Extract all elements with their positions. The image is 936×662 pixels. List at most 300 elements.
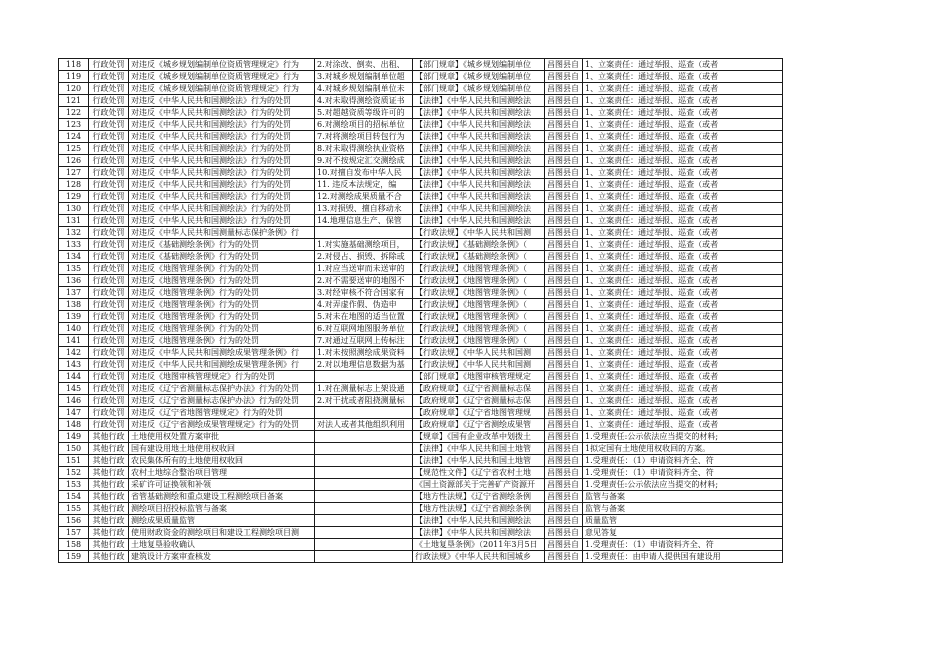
- legal-basis-cell[interactable]: 【规章】《国有企业改革中划拨土: [413, 431, 545, 443]
- sub-item-cell[interactable]: [315, 227, 413, 239]
- department-cell[interactable]: 昌图县自: [545, 395, 583, 407]
- sub-item-cell[interactable]: 1.对应当送审而未送审的: [315, 263, 413, 275]
- row-number-cell[interactable]: 149: [59, 431, 89, 443]
- sub-item-cell[interactable]: 10.对擅自发布中华人民: [315, 167, 413, 179]
- legal-basis-cell[interactable]: 【行政法规】《地图管理条例》（: [413, 299, 545, 311]
- row-number-cell[interactable]: 135: [59, 263, 89, 275]
- department-cell[interactable]: 昌图县自: [545, 347, 583, 359]
- row-number-cell[interactable]: 157: [59, 527, 89, 539]
- category-cell[interactable]: 行政处罚: [89, 275, 129, 287]
- department-cell[interactable]: 昌图县自: [545, 323, 583, 335]
- responsibility-cell[interactable]: 1、立案责任：通过举报、巡查（或者: [583, 83, 783, 95]
- item-name-cell[interactable]: 对违反《中华人民共和国测绘法》行为的处罚: [129, 155, 315, 167]
- item-name-cell[interactable]: 对违反《地图管理条例》行为的处罚: [129, 311, 315, 323]
- row-number-cell[interactable]: 159: [59, 551, 89, 563]
- responsibility-cell[interactable]: 监管与备案: [583, 491, 783, 503]
- item-name-cell[interactable]: 对违反《城乡规划编制单位资质管理规定》行为: [129, 83, 315, 95]
- sub-item-cell[interactable]: 8.对未取得测绘执业资格: [315, 143, 413, 155]
- department-cell[interactable]: 昌图县自: [545, 287, 583, 299]
- row-number-cell[interactable]: 151: [59, 455, 89, 467]
- sub-item-cell[interactable]: 14.地理信息生产、保管: [315, 215, 413, 227]
- row-number-cell[interactable]: 158: [59, 539, 89, 551]
- sub-item-cell[interactable]: 对法人或者其他组织利用: [315, 419, 413, 431]
- item-name-cell[interactable]: 建筑设计方案审查核发: [129, 551, 315, 563]
- category-cell[interactable]: 其他行政: [89, 431, 129, 443]
- row-number-cell[interactable]: 124: [59, 131, 89, 143]
- responsibility-cell[interactable]: 1.受理责任:公示依法应当提交的材料;: [583, 431, 783, 443]
- row-number-cell[interactable]: 122: [59, 107, 89, 119]
- category-cell[interactable]: 行政处罚: [89, 167, 129, 179]
- row-number-cell[interactable]: 137: [59, 287, 89, 299]
- category-cell[interactable]: 其他行政: [89, 455, 129, 467]
- legal-basis-cell[interactable]: 【行政法规】《地图管理条例》（: [413, 287, 545, 299]
- sub-item-cell[interactable]: 6.对测绘项目的招标单位: [315, 119, 413, 131]
- department-cell[interactable]: 昌图县自: [545, 83, 583, 95]
- category-cell[interactable]: 行政处罚: [89, 59, 129, 71]
- row-number-cell[interactable]: 126: [59, 155, 89, 167]
- legal-basis-cell[interactable]: 【法律】《中华人民共和国测绘法: [413, 179, 545, 191]
- legal-basis-cell[interactable]: 【法律】《中华人民共和国测绘法: [413, 215, 545, 227]
- department-cell[interactable]: 昌图县自: [545, 455, 583, 467]
- category-cell[interactable]: 行政处罚: [89, 299, 129, 311]
- legal-basis-cell[interactable]: 【法律】《中华人民共和国测绘法: [413, 143, 545, 155]
- category-cell[interactable]: 行政处罚: [89, 239, 129, 251]
- legal-basis-cell[interactable]: 【行政法规】《基础测绘条例》（: [413, 239, 545, 251]
- sub-item-cell[interactable]: [315, 371, 413, 383]
- category-cell[interactable]: 行政处罚: [89, 359, 129, 371]
- department-cell[interactable]: 昌图县自: [545, 191, 583, 203]
- responsibility-cell[interactable]: 1、立案责任：通过举报、巡查（或者: [583, 203, 783, 215]
- sub-item-cell[interactable]: [315, 443, 413, 455]
- category-cell[interactable]: 行政处罚: [89, 287, 129, 299]
- row-number-cell[interactable]: 128: [59, 179, 89, 191]
- sub-item-cell[interactable]: [315, 515, 413, 527]
- legal-basis-cell[interactable]: 【部门规章】《城乡规划编制单位: [413, 71, 545, 83]
- table-row: [59, 395, 783, 407]
- department-cell[interactable]: 昌图县自: [545, 359, 583, 371]
- department-cell[interactable]: 昌图县自: [545, 299, 583, 311]
- sub-item-cell[interactable]: 4.对城乡规划编制单位未: [315, 83, 413, 95]
- department-cell[interactable]: 昌图县自: [545, 527, 583, 539]
- responsibility-cell[interactable]: 1、立案责任：通过举报、巡查（或者: [583, 155, 783, 167]
- item-name-cell[interactable]: 对违反《基础测绘条例》行为的处罚: [129, 239, 315, 251]
- legal-basis-cell[interactable]: 《国土资源部关于完善矿产资源开: [413, 479, 545, 491]
- responsibility-cell[interactable]: 1、立案责任：通过举报、巡查（或者: [583, 239, 783, 251]
- department-cell[interactable]: 昌图县自: [545, 59, 583, 71]
- sub-item-cell[interactable]: 11. 违反本法规定，编: [315, 179, 413, 191]
- row-number-cell[interactable]: 140: [59, 323, 89, 335]
- item-name-cell[interactable]: 对违反《中华人民共和国测量标志保护条例》行: [129, 227, 315, 239]
- responsibility-cell[interactable]: 1、立案责任：通过举报、巡查（或者: [583, 335, 783, 347]
- row-number-cell[interactable]: 123: [59, 119, 89, 131]
- responsibility-cell[interactable]: 1拟定国有土地使用权收回的方案。: [583, 443, 783, 455]
- item-name-cell[interactable]: 对违反《辽宁省测量标志保护办法》行为的处罚: [129, 395, 315, 407]
- sub-item-cell[interactable]: [315, 479, 413, 491]
- item-name-cell[interactable]: 对违反《中华人民共和国测绘法》行为的处罚: [129, 179, 315, 191]
- department-cell[interactable]: 昌图县自: [545, 263, 583, 275]
- legal-basis-cell[interactable]: 【行政法规】《地图管理条例》（: [413, 263, 545, 275]
- row-number-cell[interactable]: 120: [59, 83, 89, 95]
- row-number-cell[interactable]: 129: [59, 191, 89, 203]
- department-cell[interactable]: 昌图县自: [545, 479, 583, 491]
- row-number-cell[interactable]: 121: [59, 95, 89, 107]
- category-cell[interactable]: 行政处罚: [89, 395, 129, 407]
- legal-basis-cell[interactable]: 【法律】《中华人民共和国土地管: [413, 455, 545, 467]
- department-cell[interactable]: 昌图县自: [545, 383, 583, 395]
- sub-item-cell[interactable]: [315, 539, 413, 551]
- category-cell[interactable]: 其他行政: [89, 443, 129, 455]
- row-number-cell[interactable]: 155: [59, 503, 89, 515]
- item-name-cell[interactable]: 使用财政资金的测绘项目和建设工程测绘项目测: [129, 527, 315, 539]
- department-cell[interactable]: 昌图县自: [545, 407, 583, 419]
- row-number-cell[interactable]: 138: [59, 299, 89, 311]
- department-cell[interactable]: 昌图县自: [545, 503, 583, 515]
- responsibility-cell[interactable]: 1、立案责任：通过举报、巡查（或者: [583, 395, 783, 407]
- category-cell[interactable]: 行政处罚: [89, 407, 129, 419]
- item-name-cell[interactable]: 对违反《辽宁省测绘成果管理规定》行为的处罚: [129, 419, 315, 431]
- department-cell[interactable]: 昌图县自: [545, 107, 583, 119]
- legal-basis-cell[interactable]: 【规范性文件】《辽宁省农村土地: [413, 467, 545, 479]
- department-cell[interactable]: 昌图县自: [545, 71, 583, 83]
- item-name-cell[interactable]: 对违反《地图管理条例》行为的处罚: [129, 275, 315, 287]
- row-number-cell[interactable]: 153: [59, 479, 89, 491]
- item-name-cell[interactable]: 土地复垦验收确认: [129, 539, 315, 551]
- responsibility-cell[interactable]: 1.受理责任：（1）申请资料齐全、符: [583, 467, 783, 479]
- category-cell[interactable]: 行政处罚: [89, 119, 129, 131]
- category-cell[interactable]: 行政处罚: [89, 215, 129, 227]
- row-number-cell[interactable]: 118: [59, 59, 89, 71]
- item-name-cell[interactable]: 对违反《中华人民共和国测绘成果管理条例》行: [129, 359, 315, 371]
- department-cell[interactable]: 昌图县自: [545, 371, 583, 383]
- responsibility-cell[interactable]: 1、立案责任：通过举报、巡查（或者: [583, 311, 783, 323]
- responsibility-cell[interactable]: 1、立案责任：通过举报、巡查（或者: [583, 179, 783, 191]
- row-number-cell[interactable]: 143: [59, 359, 89, 371]
- responsibility-cell[interactable]: 1、立案责任：通过举报、巡查（或者: [583, 107, 783, 119]
- sub-item-cell[interactable]: 9.对不按规定汇交测绘成: [315, 155, 413, 167]
- responsibility-cell[interactable]: 1.受理责任：由申请人提供国有建设用: [583, 551, 783, 563]
- row-number-cell[interactable]: 148: [59, 419, 89, 431]
- sub-item-cell[interactable]: 2.对涂改、倒卖、出租、: [315, 59, 413, 71]
- department-cell[interactable]: 昌图县自: [545, 227, 583, 239]
- legal-basis-cell[interactable]: 【地方性法规】《辽宁省测绘条例: [413, 491, 545, 503]
- table-row: [59, 263, 783, 275]
- legal-basis-cell[interactable]: 【行政法规】《基础测绘条例》（: [413, 251, 545, 263]
- item-name-cell[interactable]: 采矿许可证换领和补领: [129, 479, 315, 491]
- sub-item-cell[interactable]: 1.对实施基础测绘项目，: [315, 239, 413, 251]
- sub-item-cell[interactable]: 1.对在测量标志上架设通: [315, 383, 413, 395]
- department-cell[interactable]: 昌图县自: [545, 251, 583, 263]
- item-name-cell[interactable]: 对违反《地图管理条例》行为的处罚: [129, 263, 315, 275]
- category-cell[interactable]: 行政处罚: [89, 71, 129, 83]
- sub-item-cell[interactable]: [315, 467, 413, 479]
- category-cell[interactable]: 其他行政: [89, 515, 129, 527]
- sub-item-cell[interactable]: 4.对弄虚作假、伪造申: [315, 299, 413, 311]
- department-cell[interactable]: 昌图县自: [545, 95, 583, 107]
- responsibility-cell[interactable]: 1、立案责任：通过举报、巡查（或者: [583, 323, 783, 335]
- legal-basis-cell[interactable]: 【法律】《中华人民共和国测绘法: [413, 203, 545, 215]
- row-number-cell[interactable]: 119: [59, 71, 89, 83]
- category-cell[interactable]: 行政处罚: [89, 251, 129, 263]
- category-cell[interactable]: 行政处罚: [89, 263, 129, 275]
- legal-basis-cell[interactable]: 【法律】《中华人民共和国测绘法: [413, 515, 545, 527]
- row-number-cell[interactable]: 144: [59, 371, 89, 383]
- legal-basis-cell[interactable]: 【部门规章】《地图审核管理规定: [413, 371, 545, 383]
- department-cell[interactable]: 昌图县自: [545, 155, 583, 167]
- department-cell[interactable]: 昌图县自: [545, 143, 583, 155]
- sub-item-cell[interactable]: 2.对干扰或者阻挠测量标: [315, 395, 413, 407]
- item-name-cell[interactable]: 对违反《中华人民共和国测绘法》行为的处罚: [129, 107, 315, 119]
- department-cell[interactable]: 昌图县自: [545, 443, 583, 455]
- sub-item-cell[interactable]: 2.对侵占、损毁、拆除或: [315, 251, 413, 263]
- department-cell[interactable]: 昌图县自: [545, 239, 583, 251]
- item-name-cell[interactable]: 对违反《地图管理条例》行为的处罚: [129, 299, 315, 311]
- category-cell[interactable]: 其他行政: [89, 539, 129, 551]
- row-number-cell[interactable]: 125: [59, 143, 89, 155]
- row-number-cell[interactable]: 131: [59, 215, 89, 227]
- department-cell[interactable]: 昌图县自: [545, 419, 583, 431]
- item-name-cell[interactable]: 国有建设用地土地使用权收回: [129, 443, 315, 455]
- item-name-cell[interactable]: 对违反《地图审核管理规定》行为的处罚: [129, 371, 315, 383]
- item-name-cell[interactable]: 对违反《城乡规划编制单位资质管理规定》行为: [129, 71, 315, 83]
- responsibility-cell[interactable]: 1、立案责任：通过举报、巡查（或者: [583, 167, 783, 179]
- row-number-cell[interactable]: 130: [59, 203, 89, 215]
- category-cell[interactable]: 其他行政: [89, 467, 129, 479]
- item-name-cell[interactable]: 对违反《中华人民共和国测绘法》行为的处罚: [129, 191, 315, 203]
- responsibility-cell[interactable]: 1、立案责任：通过举报、巡查（或者: [583, 407, 783, 419]
- sub-item-cell[interactable]: 13.对损毁、擅自移动永: [315, 203, 413, 215]
- category-cell[interactable]: 行政处罚: [89, 107, 129, 119]
- legal-basis-cell[interactable]: 【行政法规】《中华人民共和国测: [413, 347, 545, 359]
- category-cell[interactable]: 行政处罚: [89, 347, 129, 359]
- row-number-cell[interactable]: 141: [59, 335, 89, 347]
- responsibility-cell[interactable]: 1、立案责任：通过举报、巡查（或者: [583, 371, 783, 383]
- responsibility-cell[interactable]: 1、立案责任：通过举报、巡查（或者: [583, 347, 783, 359]
- department-cell[interactable]: 昌图县自: [545, 215, 583, 227]
- department-cell[interactable]: 昌图县自: [545, 131, 583, 143]
- responsibility-cell[interactable]: 1、立案责任：通过举报、巡查（或者: [583, 383, 783, 395]
- responsibility-cell[interactable]: 1、立案责任：通过举报、巡查（或者: [583, 59, 783, 71]
- category-cell[interactable]: 其他行政: [89, 479, 129, 491]
- department-cell[interactable]: 昌图县自: [545, 539, 583, 551]
- item-name-cell[interactable]: 对违反《中华人民共和国测绘法》行为的处罚: [129, 95, 315, 107]
- legal-basis-cell[interactable]: 【行政法规】《地图管理条例》（: [413, 311, 545, 323]
- sub-item-cell[interactable]: [315, 551, 413, 563]
- category-cell[interactable]: 行政处罚: [89, 95, 129, 107]
- sub-item-cell[interactable]: 5.对未在地图的适当位置: [315, 311, 413, 323]
- table-row: [59, 227, 783, 239]
- legal-basis-cell[interactable]: 【政府规章】《辽宁省测量标志保: [413, 395, 545, 407]
- department-cell[interactable]: 昌图县自: [545, 491, 583, 503]
- item-name-cell[interactable]: 对违反《中华人民共和国测绘法》行为的处罚: [129, 203, 315, 215]
- legal-basis-cell[interactable]: 【政府规章】《辽宁省地图管理规: [413, 407, 545, 419]
- item-name-cell[interactable]: 对违反《辽宁省测量标志保护办法》行为的处罚: [129, 383, 315, 395]
- item-name-cell[interactable]: 对违反《中华人民共和国测绘法》行为的处罚: [129, 215, 315, 227]
- sub-item-cell[interactable]: 6.对互联网地图服务单位: [315, 323, 413, 335]
- category-cell[interactable]: 其他行政: [89, 551, 129, 563]
- sub-item-cell[interactable]: [315, 491, 413, 503]
- responsibility-cell[interactable]: 1、立案责任：通过举报、巡查（或者: [583, 119, 783, 131]
- row-number-cell[interactable]: 146: [59, 395, 89, 407]
- sub-item-cell[interactable]: 2.对不需要送审的地图不: [315, 275, 413, 287]
- legal-basis-cell[interactable]: 【部门规章】《城乡规划编制单位: [413, 59, 545, 71]
- row-number-cell[interactable]: 133: [59, 239, 89, 251]
- department-cell[interactable]: 昌图县自: [545, 203, 583, 215]
- item-name-cell[interactable]: 对违反《地图管理条例》行为的处罚: [129, 323, 315, 335]
- legal-basis-cell[interactable]: 【法律】《中华人民共和国测绘法: [413, 191, 545, 203]
- department-cell[interactable]: 昌图县自: [545, 515, 583, 527]
- department-cell[interactable]: 昌图县自: [545, 311, 583, 323]
- responsibility-cell[interactable]: 监管与备案: [583, 503, 783, 515]
- category-cell[interactable]: 行政处罚: [89, 83, 129, 95]
- item-name-cell[interactable]: 对违反《地图管理条例》行为的处罚: [129, 335, 315, 347]
- legal-basis-cell[interactable]: 行政法规》《中华人民共和国城乡: [413, 551, 545, 563]
- legal-basis-cell[interactable]: 【政府规章】《辽宁省测绘成果管: [413, 419, 545, 431]
- responsibility-cell[interactable]: 1、立案责任：通过举报、巡查（或者: [583, 71, 783, 83]
- sub-item-cell[interactable]: 7.对将测绘项目转包行为: [315, 131, 413, 143]
- sub-item-cell[interactable]: [315, 455, 413, 467]
- sub-item-cell[interactable]: 4.对未取得测绘资质证书: [315, 95, 413, 107]
- item-name-cell[interactable]: 对违反《中华人民共和国测绘成果管理条例》行: [129, 347, 315, 359]
- responsibility-cell[interactable]: 1、立案责任：通过举报、巡查（或者: [583, 419, 783, 431]
- category-cell[interactable]: 行政处罚: [89, 335, 129, 347]
- legal-basis-cell[interactable]: 【法律】《中华人民共和国土地管: [413, 443, 545, 455]
- responsibility-cell[interactable]: 1.受理责任：（1）申请资料齐全、符: [583, 539, 783, 551]
- legal-basis-cell[interactable]: 【行政法规】《地图管理条例》（: [413, 323, 545, 335]
- responsibility-cell[interactable]: 1、立案责任：通过举报、巡查（或者: [583, 227, 783, 239]
- item-name-cell[interactable]: 农民集体所有的土地使用权收回: [129, 455, 315, 467]
- category-cell[interactable]: 行政处罚: [89, 203, 129, 215]
- legal-basis-cell[interactable]: 【法律】《中华人民共和国测绘法: [413, 107, 545, 119]
- responsibility-cell[interactable]: 1、立案责任：通过举报、巡查（或者: [583, 143, 783, 155]
- sub-item-cell[interactable]: [315, 407, 413, 419]
- legal-basis-cell[interactable]: 【地方性法规】《辽宁省测绘条例: [413, 503, 545, 515]
- row-number-cell[interactable]: 132: [59, 227, 89, 239]
- row-number-cell[interactable]: 136: [59, 275, 89, 287]
- responsibility-cell[interactable]: 1、立案责任：通过举报、巡查（或者: [583, 131, 783, 143]
- item-name-cell[interactable]: 对违反《中华人民共和国测绘法》行为的处罚: [129, 143, 315, 155]
- legal-basis-cell[interactable]: 【行政法规】《地图管理条例》（: [413, 335, 545, 347]
- item-name-cell[interactable]: 省管基础测绘和重点建设工程测绘项目备案: [129, 491, 315, 503]
- responsibility-cell[interactable]: 1、立案责任：通过举报、巡查（或者: [583, 263, 783, 275]
- legal-basis-cell[interactable]: 【部门规章】《城乡规划编制单位: [413, 83, 545, 95]
- sub-item-cell[interactable]: 5.对超越资质等级许可的: [315, 107, 413, 119]
- responsibility-cell[interactable]: 1、立案责任：通过举报、巡查（或者: [583, 191, 783, 203]
- department-cell[interactable]: 昌图县自: [545, 431, 583, 443]
- item-name-cell[interactable]: 对违反《地图管理条例》行为的处罚: [129, 287, 315, 299]
- row-number-cell[interactable]: 127: [59, 167, 89, 179]
- sub-item-cell[interactable]: [315, 503, 413, 515]
- category-cell[interactable]: 其他行政: [89, 527, 129, 539]
- item-name-cell[interactable]: 对违反《中华人民共和国测绘法》行为的处罚: [129, 131, 315, 143]
- sub-item-cell[interactable]: 2.对以地理信息数据为基: [315, 359, 413, 371]
- sub-item-cell[interactable]: [315, 527, 413, 539]
- legal-basis-cell[interactable]: 【行政法规】《中华人民共和国测: [413, 359, 545, 371]
- sub-item-cell[interactable]: 1.对未按照测绘成果资料: [315, 347, 413, 359]
- table-row: [59, 455, 783, 467]
- responsibility-cell[interactable]: 1、立案责任：通过举报、巡查（或者: [583, 275, 783, 287]
- item-name-cell[interactable]: 对违反《基础测绘条例》行为的处罚: [129, 251, 315, 263]
- department-cell[interactable]: 昌图县自: [545, 275, 583, 287]
- sub-item-cell[interactable]: 3.对经审核不符合国家有: [315, 287, 413, 299]
- legal-basis-cell[interactable]: 【法律】《中华人民共和国测绘法: [413, 155, 545, 167]
- responsibility-cell[interactable]: 意见答复: [583, 527, 783, 539]
- department-cell[interactable]: 昌图县自: [545, 179, 583, 191]
- legal-basis-cell[interactable]: 【政府规章】《辽宁省测量标志保: [413, 383, 545, 395]
- category-cell[interactable]: 行政处罚: [89, 143, 129, 155]
- category-cell[interactable]: 行政处罚: [89, 323, 129, 335]
- row-number-cell[interactable]: 145: [59, 383, 89, 395]
- item-name-cell[interactable]: 对违反《中华人民共和国测绘法》行为的处罚: [129, 119, 315, 131]
- responsibility-cell[interactable]: 1、立案责任：通过举报、巡查（或者: [583, 287, 783, 299]
- item-name-cell[interactable]: 对违反《辽宁省地图管理规定》行为的处罚: [129, 407, 315, 419]
- legal-basis-cell[interactable]: 【法律】《中华人民共和国测绘法: [413, 119, 545, 131]
- department-cell[interactable]: 昌图县自: [545, 167, 583, 179]
- item-name-cell[interactable]: 土地使用权处置方案审批: [129, 431, 315, 443]
- sub-item-cell[interactable]: [315, 431, 413, 443]
- legal-basis-cell[interactable]: 【法律】《中华人民共和国测绘法: [413, 527, 545, 539]
- category-cell[interactable]: 行政处罚: [89, 371, 129, 383]
- category-cell[interactable]: 行政处罚: [89, 227, 129, 239]
- category-cell[interactable]: 行政处罚: [89, 419, 129, 431]
- row-number-cell[interactable]: 142: [59, 347, 89, 359]
- responsibility-cell[interactable]: 1.受理责任:公示依法应当提交的材料;: [583, 479, 783, 491]
- department-cell[interactable]: 昌图县自: [545, 335, 583, 347]
- responsibility-cell[interactable]: 1、立案责任：通过举报、巡查（或者: [583, 215, 783, 227]
- category-cell[interactable]: 行政处罚: [89, 179, 129, 191]
- row-number-cell[interactable]: 134: [59, 251, 89, 263]
- row-number-cell[interactable]: 150: [59, 443, 89, 455]
- department-cell[interactable]: 昌图县自: [545, 119, 583, 131]
- responsibility-cell[interactable]: 1、立案责任：通过举报、巡查（或者: [583, 251, 783, 263]
- responsibility-cell[interactable]: 1、立案责任：通过举报、巡查（或者: [583, 95, 783, 107]
- responsibility-cell[interactable]: 1、立案责任：通过举报、巡查（或者: [583, 359, 783, 371]
- sub-item-cell[interactable]: 3.对城乡规划编制单位超: [315, 71, 413, 83]
- category-cell[interactable]: 其他行政: [89, 491, 129, 503]
- legal-basis-cell[interactable]: 【法律】《中华人民共和国测绘法: [413, 131, 545, 143]
- row-number-cell[interactable]: 156: [59, 515, 89, 527]
- department-cell[interactable]: 昌图县自: [545, 551, 583, 563]
- category-cell[interactable]: 行政处罚: [89, 155, 129, 167]
- legal-basis-cell[interactable]: 【法律】《中华人民共和国测绘法: [413, 95, 545, 107]
- row-number-cell[interactable]: 147: [59, 407, 89, 419]
- item-name-cell[interactable]: 对违反《中华人民共和国测绘法》行为的处罚: [129, 167, 315, 179]
- table-row: [59, 203, 783, 215]
- row-number-cell[interactable]: 152: [59, 467, 89, 479]
- item-name-cell[interactable]: 测绘项目招投标监管与备案: [129, 503, 315, 515]
- department-cell[interactable]: 昌图县自: [545, 467, 583, 479]
- responsibility-cell[interactable]: 1、立案责任：通过举报、巡查（或者: [583, 299, 783, 311]
- category-cell[interactable]: 行政处罚: [89, 131, 129, 143]
- table-row: [59, 143, 783, 155]
- category-cell[interactable]: 其他行政: [89, 503, 129, 515]
- category-cell[interactable]: 行政处罚: [89, 311, 129, 323]
- item-name-cell[interactable]: 农村土地综合整治项目管理: [129, 467, 315, 479]
- sub-item-cell[interactable]: 7.对通过互联网上传标注: [315, 335, 413, 347]
- item-name-cell[interactable]: 对违反《城乡规划编制单位资质管理规定》行为: [129, 59, 315, 71]
- legal-basis-cell[interactable]: 【法律】《中华人民共和国测绘法: [413, 167, 545, 179]
- responsibility-cell[interactable]: 1.受理责任：（1）申请资料齐全、符: [583, 455, 783, 467]
- row-number-cell[interactable]: 154: [59, 491, 89, 503]
- item-name-cell[interactable]: 测绘成果质量监管: [129, 515, 315, 527]
- legal-basis-cell[interactable]: 《土地复垦条例》（2011年3月5日: [413, 539, 545, 551]
- legal-basis-cell[interactable]: 【行政法规】《地图管理条例》（: [413, 275, 545, 287]
- row-number-cell[interactable]: 139: [59, 311, 89, 323]
- responsibility-cell[interactable]: 质量监管: [583, 515, 783, 527]
- sub-item-cell[interactable]: 12.对测绘成果质量不合: [315, 191, 413, 203]
- legal-basis-cell[interactable]: 【行政法规】《中华人民共和国测: [413, 227, 545, 239]
- category-cell[interactable]: 行政处罚: [89, 191, 129, 203]
- category-cell[interactable]: 行政处罚: [89, 383, 129, 395]
